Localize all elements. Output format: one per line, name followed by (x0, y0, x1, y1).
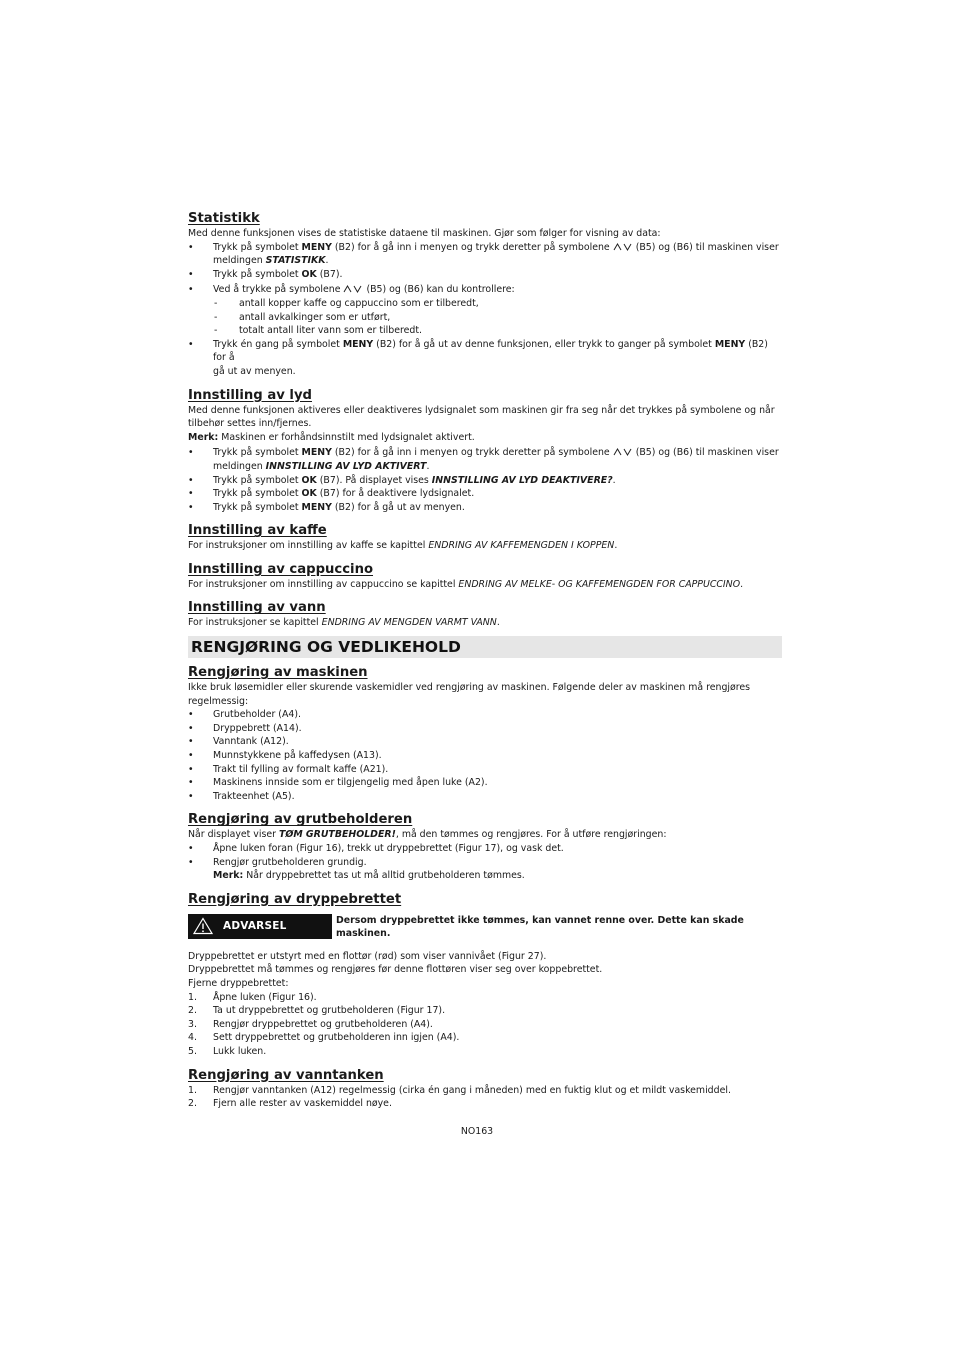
list-item: • Dryppebrett (A14). (188, 722, 302, 734)
lyd-intro: Med denne funksjonen aktiveres eller deaktiveres lydsignalet som maskinen gir fra seg når det trykkes på symbolene og når tilbehør settes inn/fjernes. (188, 404, 775, 430)
list-item: • Grutbeholder (A4). (188, 709, 301, 721)
section-title-band: RENGJØRING OG VEDLIKEHOLD (188, 636, 782, 658)
heading-vanntanken: Rengjøring av vanntanken (188, 1067, 384, 1083)
vann-text: For instruksjoner se kapittel ENDRING AV MENGDEN VARMT VANN. (188, 617, 500, 629)
heading-grutbeholderen: Rengjøring av grutbeholderen (188, 812, 413, 828)
up-down-arrows-icon (613, 448, 633, 456)
heading-vann: Innstilling av vann (188, 600, 326, 616)
list-item: 4. Sett dryppebrettet og grutbeholderen inn igjen (A4). (188, 1032, 460, 1044)
grut-steps (188, 842, 782, 883)
heading-lyd: Innstilling av lyd (188, 387, 312, 403)
list-item: • Munnstykkene på kaffedysen (A13). (188, 750, 382, 762)
heading-dryppebrettet: Rengjøring av dryppebrettet (188, 891, 402, 907)
list-item: • Trykk på symbolet OK (B7) for å deaktivere lydsignalet. (188, 488, 475, 500)
list-item: 5. Lukk luken. (188, 1045, 267, 1057)
kaffe-text: For instruksjoner om innstilling av kaffe se kapittel ENDRING AV KAFFEMENGDEN I KOPPEN. (188, 540, 618, 552)
manual-page (188, 210, 782, 1111)
list-item: • Trykk på symbolet OK (B7). På displayet vises INNSTILLING AV LYD DEAKTIVERE?. (188, 474, 616, 486)
warning-triangle-icon (193, 917, 213, 935)
list-item: • Maskinens innside som er tilgjengelig med åpen luke (A2). (188, 777, 488, 789)
up-down-arrows-icon (343, 285, 363, 293)
heading-kaffe: Innstilling av kaffe (188, 523, 327, 539)
sub-list-item: - totalt antall liter vann som er tilberedt. (214, 325, 422, 337)
list-item: 1. Rengjør vanntanken (A12) regelmessig (cirka én gang i måneden) med en fuktig klut og et mildt vaskemiddel. (188, 1084, 731, 1096)
statistikk-steps (188, 241, 782, 379)
heading-cappuccino: Innstilling av cappuccino (188, 561, 374, 577)
statistikk-intro: Med denne funksjonen vises de statistiske dataene til maskinen. Gjør som følger for visning av data: (188, 228, 661, 239)
warning-badge (188, 914, 332, 939)
warning-row (188, 914, 782, 940)
lyd-note: Merk: Maskinen er forhåndsinnstilt med lydsignalet aktivert. (188, 431, 475, 443)
list-item: • Åpne luken foran (Figur 16), trekk ut dryppebrettet (Figur 17), og vask det. (188, 843, 564, 854)
heading-maskinen: Rengjøring av maskinen (188, 665, 368, 681)
list-item: 2. Fjern alle rester av vaskemiddel nøye. (188, 1098, 392, 1110)
lyd-steps (188, 446, 782, 514)
maskinen-parts-list (188, 708, 782, 803)
drypp-p3: Fjerne dryppebrettet: (188, 977, 289, 989)
warning-text: Dersom dryppebrettet ikke tømmes, kan vannet renne over. Dette kan skade maskinen. (336, 914, 744, 939)
list-item: • Trakt til fylling av formalt kaffe (A21). (188, 763, 389, 775)
drypp-p1: Dryppebrettet er utstyrt med en flottør (rød) som viser vannivået (Figur 27). (188, 950, 547, 962)
list-item: • Trakteenhet (A5). (188, 790, 295, 802)
maskinen-intro: Ikke bruk løsemidler eller skurende vaskemidler ved rengjøring av maskinen. Følgende deler av maskinen må rengjøres regelmessig: (188, 682, 751, 707)
up-down-arrows-icon (613, 243, 633, 251)
sub-list-item: - antall kopper kaffe og cappuccino som er tilberedt, (214, 297, 479, 309)
list-item: • Trykk på symbolet MENY (B2) for å gå inn i menyen og trykk deretter på symbolene (B5) og (B6) til maskinen viser meldingen STATISTIKK. (188, 241, 779, 267)
cappuccino-text: For instruksjoner om innstilling av cappuccino se kapittel ENDRING AV MELKE- OG KAFFEMENGDEN FOR CAPPUCCINO. (188, 578, 744, 590)
list-item: • Trykk på symbolet OK (B7). (188, 268, 343, 280)
grut-intro: Når displayet viser TØM GRUTBEHOLDER!, må den tømmes og rengjøres. For å utføre rengjøringen: (188, 829, 667, 841)
vanntank-steps (188, 1084, 782, 1111)
heading-statistikk: Statistikk (188, 211, 260, 226)
list-item: • Vanntank (A12). (188, 736, 289, 748)
page-number: NO163 (460, 1126, 494, 1137)
list-item: 1. Åpne luken (Figur 16). (188, 991, 317, 1003)
list-item: 2. Ta ut dryppebrettet og grutbeholderen (Figur 17). (188, 1005, 446, 1017)
list-item: • Trykk én gang på symbolet MENY (B2) for å gå ut av denne funksjonen, eller trykk to ganger på symbolet MENY (B2) for å gå ut av menyen. (188, 338, 768, 377)
sub-list-item: - antall avkalkinger som er utført, (214, 311, 391, 323)
drypp-p2: Dryppebrettet må tømmes og rengjøres før denne flottøren viser seg over koppebrettet. (188, 964, 603, 976)
list-item: 3. Rengjør dryppebrettet og grutbeholderen (A4). (188, 1018, 433, 1030)
warning-label: ADVARSEL (223, 920, 287, 933)
list-item: • Ved å trykke på symbolene (B5) og (B6) kan du kontrollere: (188, 284, 515, 296)
list-item: • Rengjør grutbeholderen grundig. Merk: Når dryppebrettet tas ut må alltid grutbeholderen tømmes. (188, 856, 525, 882)
list-item: • Trykk på symbolet MENY (B2) for å gå ut av menyen. (188, 501, 465, 513)
list-item: • Trykk på symbolet MENY (B2) for å gå inn i menyen og trykk deretter på symbolene (B5) og (B6) til maskinen viser meldingen INNSTILLING AV LYD AKTIVERT. (188, 447, 779, 472)
drypp-steps (188, 991, 782, 1059)
